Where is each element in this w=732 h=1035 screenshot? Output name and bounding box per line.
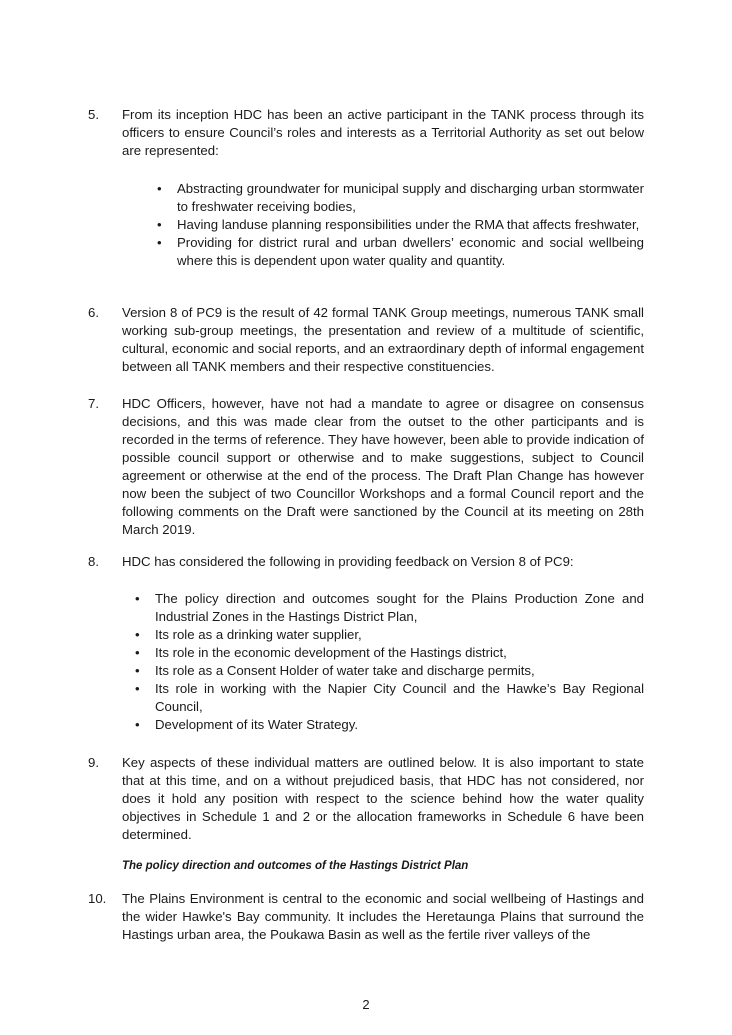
- list-item: • Its role in the economic development of the Hastings district,: [134, 644, 644, 662]
- paragraph-text: The Plains Environment is central to the economic and social wellbeing of Hastings and the wider Hawke's Bay community. It includes the Heretaunga Plains that surround the Hastings urban area, the Poukawa Basin as well as the fertile river valleys of the: [122, 891, 644, 942]
- list-item: • Development of its Water Strategy.: [134, 716, 644, 734]
- list-item: • Its role as a Consent Holder of water take and discharge permits,: [134, 662, 644, 680]
- paragraph-8-bullet-list: [134, 590, 644, 734]
- paragraph-number: 9.: [88, 755, 99, 770]
- list-item: • Its role as a drinking water supplier,: [134, 626, 644, 644]
- paragraph-10: [88, 890, 644, 944]
- paragraph-7: [88, 395, 644, 539]
- paragraph-number: 5.: [88, 107, 99, 122]
- paragraph-number: 7.: [88, 396, 99, 411]
- paragraph-number: 6.: [88, 305, 99, 320]
- list-item: • The policy direction and outcomes sought for the Plains Production Zone and Industrial Zones in the Hastings District Plan,: [134, 590, 644, 626]
- list-item: • Having landuse planning responsibilities under the RMA that affects freshwater,: [156, 216, 644, 234]
- paragraph-5: [88, 106, 644, 160]
- paragraph-9: [88, 754, 644, 844]
- paragraph-5-bullet-list: [156, 180, 644, 270]
- paragraph-text: HDC Officers, however, have not had a mandate to agree or disagree on consensus decisions, and this was made clear from the outset to the other participants and is recorded in the terms of reference. They have however, been able to provide indication of possible council support or otherwise and to make suggestions, subject to Council agreement or otherwise at the end of the process. The Draft Plan Change has however now been the subject of two Councillor Workshops and a formal Council report and the following comments on the Draft were sanctioned by the Council at its meeting on 28th March 2019.: [122, 396, 644, 537]
- section-heading: The policy direction and outcomes of the Hastings District Plan: [122, 860, 469, 872]
- paragraph-number: 10.: [88, 891, 107, 906]
- paragraph-text: Version 8 of PC9 is the result of 42 formal TANK Group meetings, numerous TANK small working sub-group meetings, the presentation and review of a multitude of scientific, cultural, economic and social reports, and an extraordinary depth of informal engagement between all TANK members and their respective constituencies.: [122, 305, 644, 374]
- list-item: • Its role in working with the Napier City Council and the Hawke’s Bay Regional Council,: [134, 680, 644, 716]
- paragraph-text: From its inception HDC has been an active participant in the TANK process through its officers to ensure Council’s roles and interests as a Territorial Authority as set out below are represented:: [122, 107, 644, 158]
- page-number: 2: [362, 997, 370, 1012]
- paragraph-text: Key aspects of these individual matters are outlined below. It is also important to state that at this time, and on a without prejudiced basis, that HDC has not considered, nor does it hold any position with respect to the science behind how the water quality objectives in Schedule 1 and 2 or the allocation frameworks in Schedule 6 have been determined.: [122, 755, 644, 842]
- list-item: • Abstracting groundwater for municipal supply and discharging urban stormwater to freshwater receiving bodies,: [156, 180, 644, 216]
- paragraph-6: [88, 304, 644, 376]
- paragraph-8: [88, 553, 644, 571]
- paragraph-text: HDC has considered the following in providing feedback on Version 8 of PC9:: [122, 554, 574, 569]
- paragraph-number: 8.: [88, 554, 99, 569]
- list-item: • Providing for district rural and urban dwellers’ economic and social wellbeing where this is dependent upon water quality and quantity.: [156, 234, 644, 270]
